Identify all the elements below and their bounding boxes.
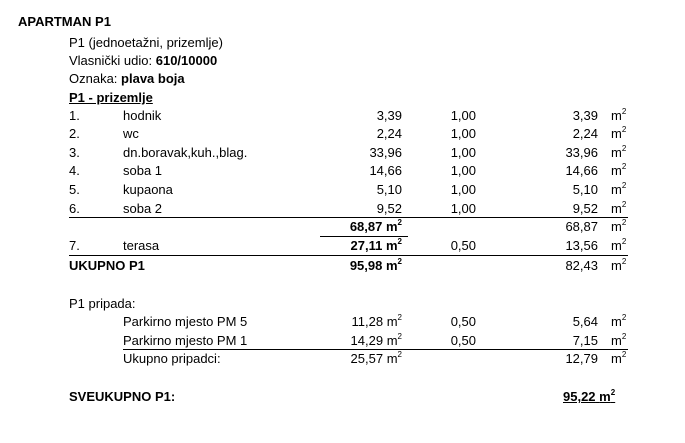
- subtotal-underline: [320, 236, 408, 237]
- appurtenances-net: 12,79: [565, 351, 598, 366]
- subtotal-area: 68,87 $m^2$: [349, 217, 402, 234]
- unit-label: $m^2$: [611, 217, 627, 234]
- terrace-num: 7.: [69, 238, 80, 253]
- unit-label: $m^2$: [611, 349, 627, 366]
- room-coef: 1,00: [450, 145, 476, 160]
- ownership-share-value: 610/10000: [155, 53, 218, 68]
- floor-title: P1 - prizemlje: [69, 90, 153, 105]
- appurtenances-label: Ukupno pripadci:: [123, 351, 221, 366]
- room-net: 14,66: [565, 163, 598, 178]
- belongs-label: P1 pripada:: [69, 296, 136, 311]
- room-area: 2,24: [376, 126, 402, 141]
- designation: [69, 71, 185, 87]
- room-num: 4.: [69, 163, 80, 178]
- subtotal-divider: [69, 217, 628, 218]
- room-num: 3.: [69, 145, 80, 160]
- unit-label: $m^2$: [611, 143, 627, 160]
- room-net: 2,24: [572, 126, 598, 141]
- subtotal-net: 68,87: [565, 219, 598, 234]
- room-area: 33,96: [369, 145, 402, 160]
- room-coef: 1,00: [450, 108, 476, 123]
- parking-coef: 0,50: [450, 333, 476, 348]
- parking-name: Parkirno mjesto PM 1: [123, 333, 248, 348]
- ownership-share-label: Vlasnički udio:: [69, 53, 153, 68]
- unit-label: $m^2$: [611, 161, 627, 178]
- unit-label: $m^2$: [611, 236, 627, 253]
- room-name: dn.boravak,kuh.,blag.: [123, 145, 248, 160]
- room-net: 9,52: [572, 201, 598, 216]
- total-area: 95,98 $m^2$: [349, 256, 402, 273]
- room-coef: 1,00: [450, 163, 476, 178]
- unit-label: $m^2$: [611, 106, 627, 123]
- ownership-share: [69, 53, 217, 69]
- unit-label: $m^2$: [611, 180, 627, 197]
- total-net: 82,43: [565, 258, 598, 273]
- total-divider: [69, 255, 628, 256]
- room-area: 5,10: [376, 182, 402, 197]
- room-num: 1.: [69, 108, 80, 123]
- unit-label: $m^2$: [611, 331, 627, 348]
- room-num: 6.: [69, 201, 80, 216]
- parking-area: 11,28 $m^2$: [351, 312, 402, 329]
- terrace-name: terasa: [123, 238, 160, 253]
- unit-label: $m^2$: [611, 124, 627, 141]
- designation-label: Oznaka:: [69, 71, 118, 86]
- apartment-heading: APARTMAN P1: [18, 14, 111, 29]
- terrace-net: 13,56: [565, 238, 598, 253]
- room-coef: 1,00: [450, 126, 476, 141]
- room-name: soba 2: [123, 201, 163, 216]
- unit-label: $m^2$: [611, 256, 627, 273]
- appurtenances-area: 25,57 $m^2$: [350, 349, 402, 366]
- room-area: 14,66: [369, 163, 402, 178]
- total-label: UKUPNO P1: [69, 258, 145, 273]
- room-net: 5,10: [572, 182, 598, 197]
- terrace-coef: 0,50: [450, 238, 476, 253]
- terrace-area: 27,11 $m^2$: [350, 236, 402, 253]
- room-area: 3,39: [376, 108, 402, 123]
- room-name: hodnik: [123, 108, 162, 123]
- room-area: 9,52: [376, 201, 402, 216]
- grand-total-label: SVEUKUPNO P1:: [69, 389, 176, 404]
- unit-label: $m^2$: [611, 312, 627, 329]
- unit-label: $m^2$: [611, 199, 627, 216]
- room-num: 2.: [69, 126, 80, 141]
- parking-net: 7,15: [572, 333, 598, 348]
- apartment-subtitle: P1 (jednoetažni, prizemlje): [69, 35, 223, 50]
- room-name: kupaona: [123, 182, 173, 197]
- room-name: soba 1: [123, 163, 163, 178]
- parking-area: 14,29 $m^2$: [350, 331, 402, 348]
- room-coef: 1,00: [450, 201, 476, 216]
- room-net: 33,96: [565, 145, 598, 160]
- room-name: wc: [123, 126, 139, 141]
- parking-name: Parkirno mjesto PM 5: [123, 314, 248, 329]
- room-num: 5.: [69, 182, 80, 197]
- parking-coef: 0,50: [450, 314, 476, 329]
- appurtenances-divider: [123, 349, 628, 350]
- designation-value: plava boja: [121, 71, 185, 86]
- grand-total-value: 95,22 $m^2$: [563, 387, 616, 404]
- parking-net: 5,64: [572, 314, 598, 329]
- room-coef: 1,00: [450, 182, 476, 197]
- room-net: 3,39: [572, 108, 598, 123]
